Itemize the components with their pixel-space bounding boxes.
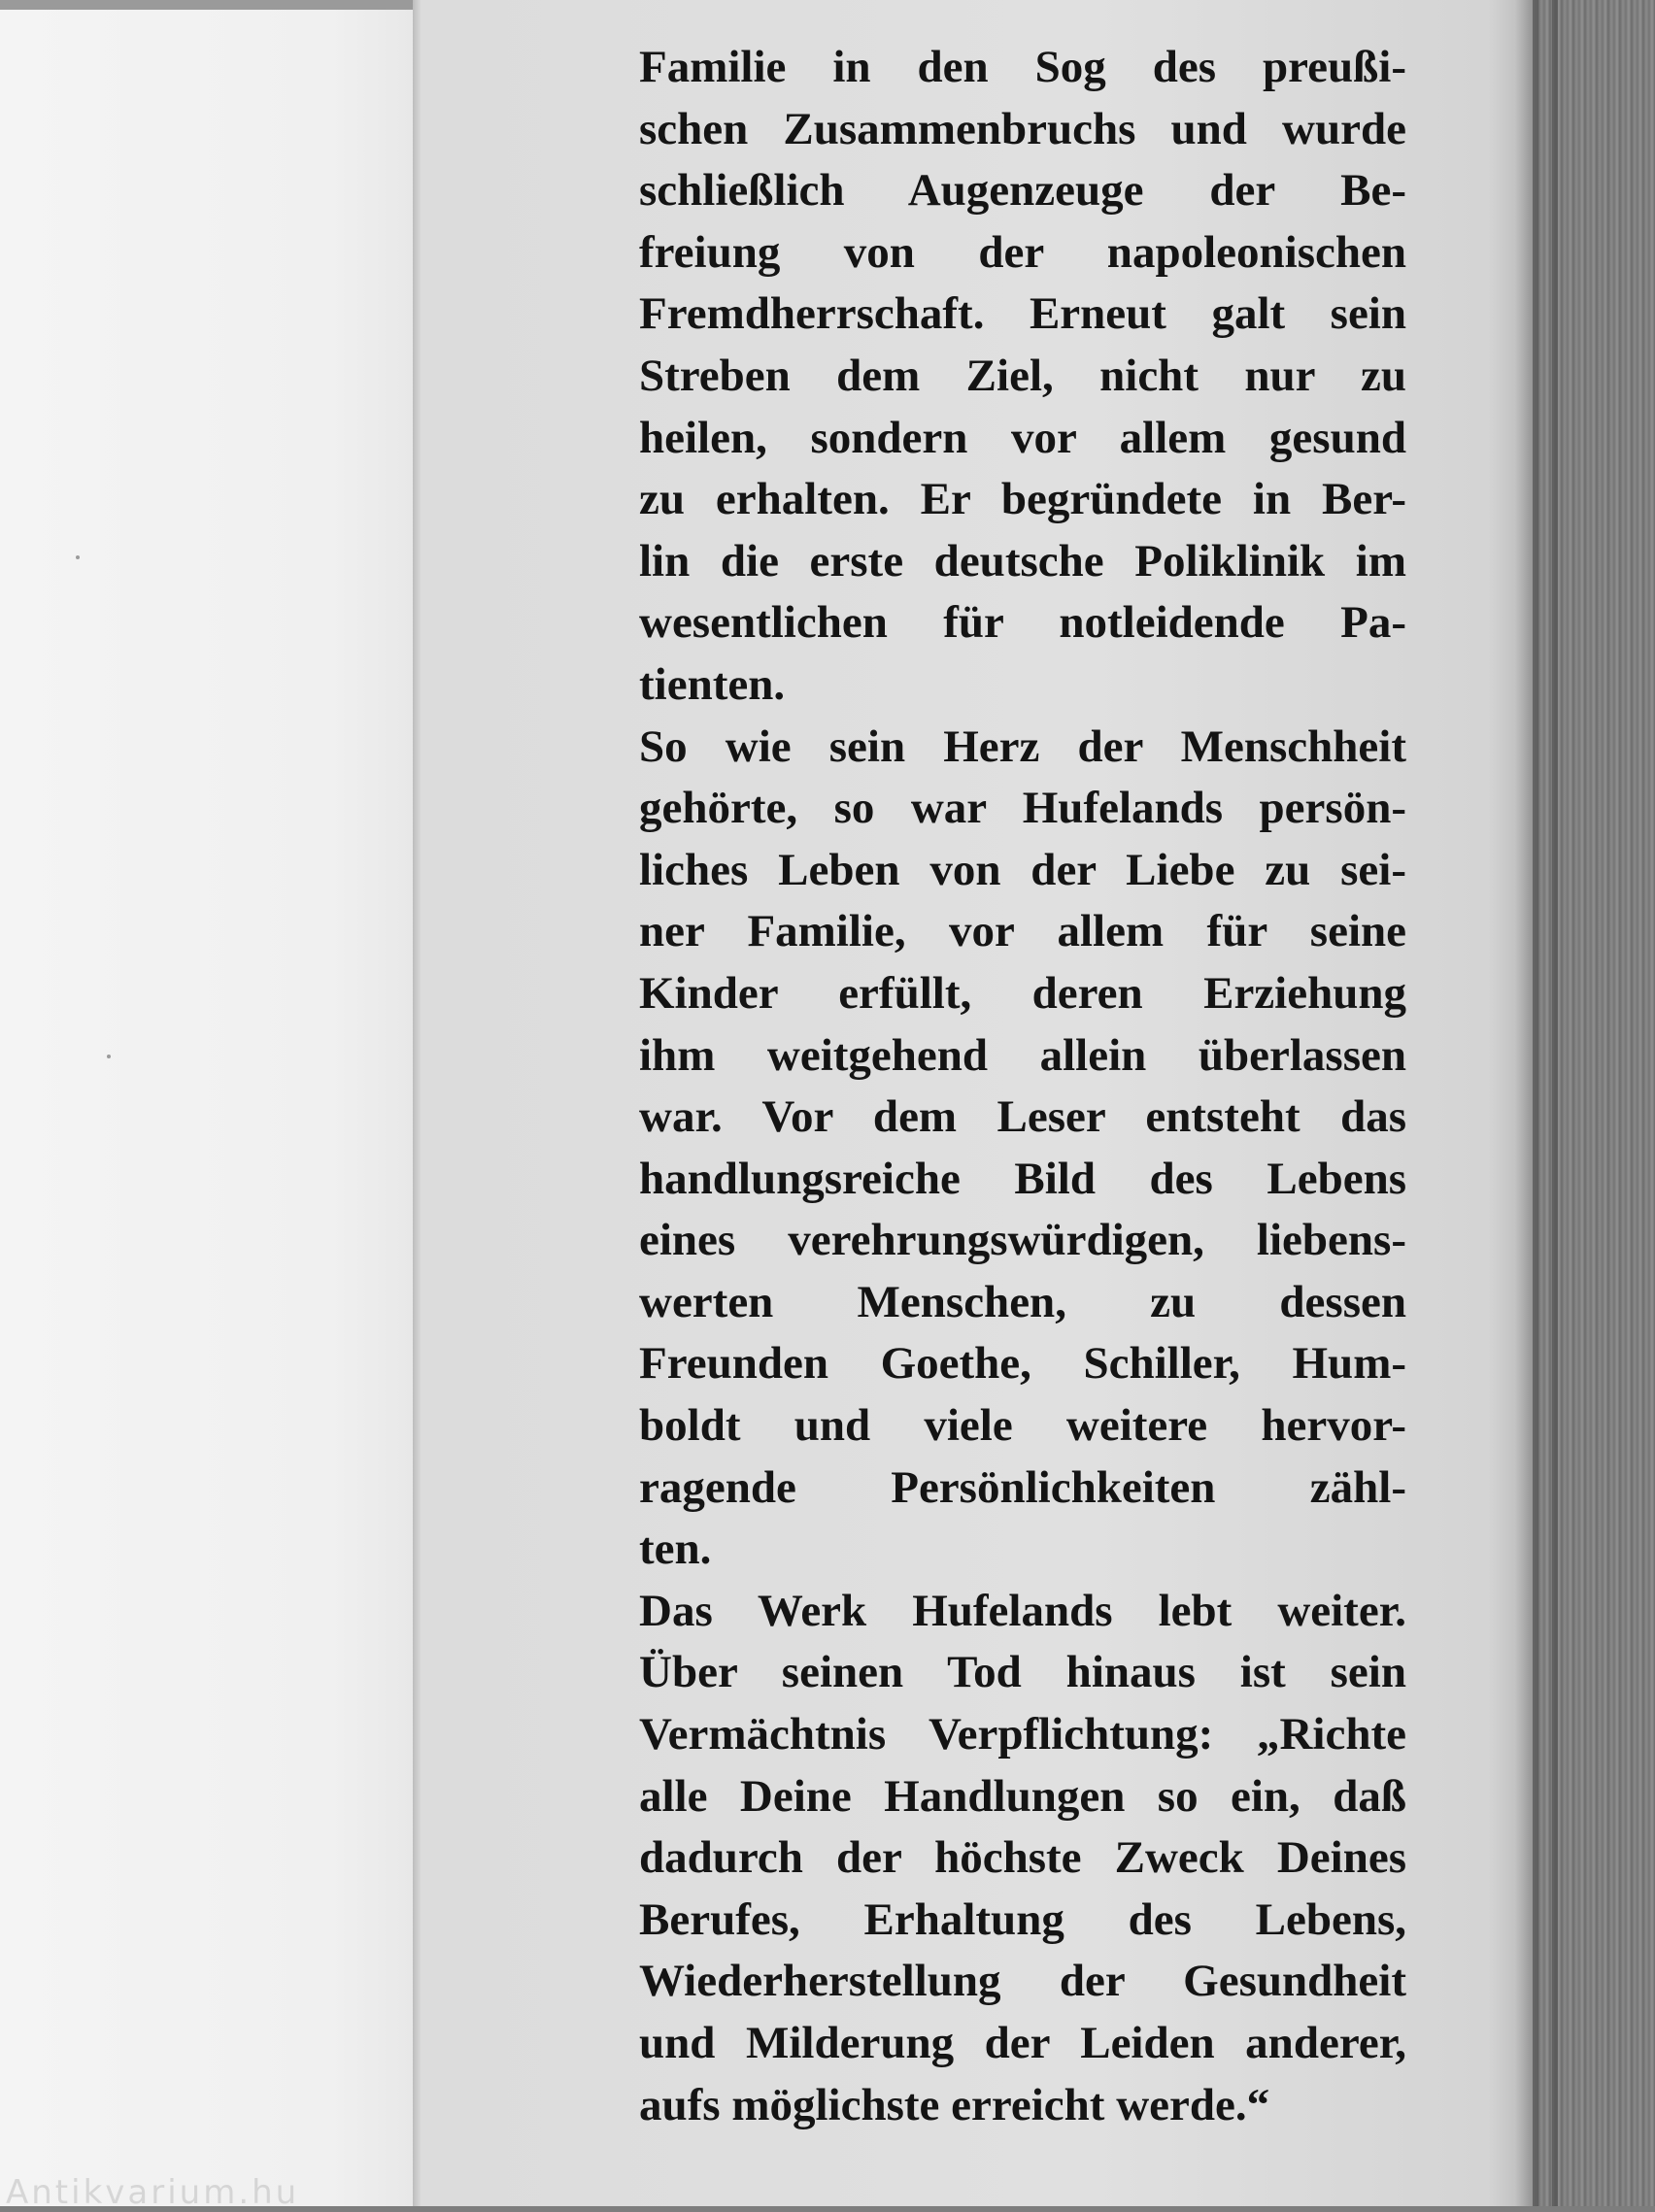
text-line: Das Werk Hufelands lebt weiter. bbox=[639, 1585, 1406, 1636]
text-line: eines verehrungswürdigen, liebens- bbox=[639, 1215, 1406, 1266]
text-line: ten. bbox=[639, 1524, 712, 1575]
text-line: liches Leben von der Liebe zu sei- bbox=[639, 844, 1406, 895]
text-line: Familie in den Sog des preußi- bbox=[639, 42, 1406, 92]
text-line: Vermächtnis Verpflichtung: „Richte bbox=[639, 1709, 1406, 1760]
text-line: Wiederherstellung der Gesundheit bbox=[639, 1956, 1406, 2007]
text-line: gehörte, so war Hufelands persön- bbox=[639, 783, 1406, 834]
text-line: Kinder erfüllt, deren Erziehung bbox=[639, 967, 1406, 1019]
flap-edge-shadow bbox=[1515, 0, 1538, 2206]
text-line: Streben dem Ziel, nicht nur zu bbox=[639, 350, 1406, 401]
text-line: dadurch der höchste Zweck Deines bbox=[639, 1832, 1406, 1884]
text-line: aufs möglichste erreicht werde.“ bbox=[639, 2079, 1270, 2130]
text-line: boldt und viele weitere hervor- bbox=[639, 1400, 1406, 1452]
text-line: ner Familie, vor allem für seine bbox=[639, 906, 1406, 957]
text-line: alle Deine Handlungen so ein, daß bbox=[639, 1770, 1406, 1822]
text-line: Über seinen Tod hinaus ist sein bbox=[639, 1647, 1406, 1698]
text-line: Berufes, Erhaltung des Lebens, bbox=[639, 1894, 1406, 1945]
cloth-fold-line bbox=[1552, 0, 1558, 2206]
paper-speck bbox=[76, 555, 80, 559]
text-line: wesentlichen für notleidende Pa- bbox=[639, 597, 1406, 649]
text-line: tienten. bbox=[639, 658, 786, 710]
page-gutter bbox=[413, 0, 421, 2206]
text-line: Freunden Goethe, Schiller, Hum- bbox=[639, 1338, 1406, 1390]
text-line: lin die erste deutsche Poliklinik im bbox=[639, 535, 1406, 587]
text-line: schen Zusammenbruchs und wurde bbox=[639, 103, 1406, 154]
text-line: zu erhalten. Er begründete in Ber- bbox=[639, 474, 1406, 525]
paper-speck bbox=[107, 1055, 111, 1058]
text-line: So wie sein Herz der Menschheit bbox=[639, 721, 1406, 772]
watermark: Antikvarium.hu bbox=[6, 2173, 300, 2212]
text-line: ragende Persönlichkeiten zähl- bbox=[639, 1461, 1406, 1513]
left-blank-page bbox=[0, 0, 413, 2206]
text-line: und Milderung der Leiden anderer, bbox=[639, 2018, 1406, 2068]
text-line: werten Menschen, zu dessen bbox=[639, 1276, 1406, 1327]
text-line: schließlich Augenzeuge der Be- bbox=[639, 165, 1406, 217]
text-line: heilen, sondern vor allem gesund bbox=[639, 412, 1406, 463]
page-top-strip bbox=[0, 0, 413, 10]
text-line: Fremdherrschaft. Erneut galt sein bbox=[639, 288, 1406, 340]
text-line: war. Vor dem Leser entsteht das bbox=[639, 1091, 1406, 1143]
text-line: freiung von der napoleonischen bbox=[639, 226, 1406, 278]
text-line: ihm weitgehend allein überlassen bbox=[639, 1029, 1406, 1081]
text-line: handlungsreiche Bild des Lebens bbox=[639, 1153, 1406, 1204]
flap-text-block bbox=[639, 37, 1406, 2136]
